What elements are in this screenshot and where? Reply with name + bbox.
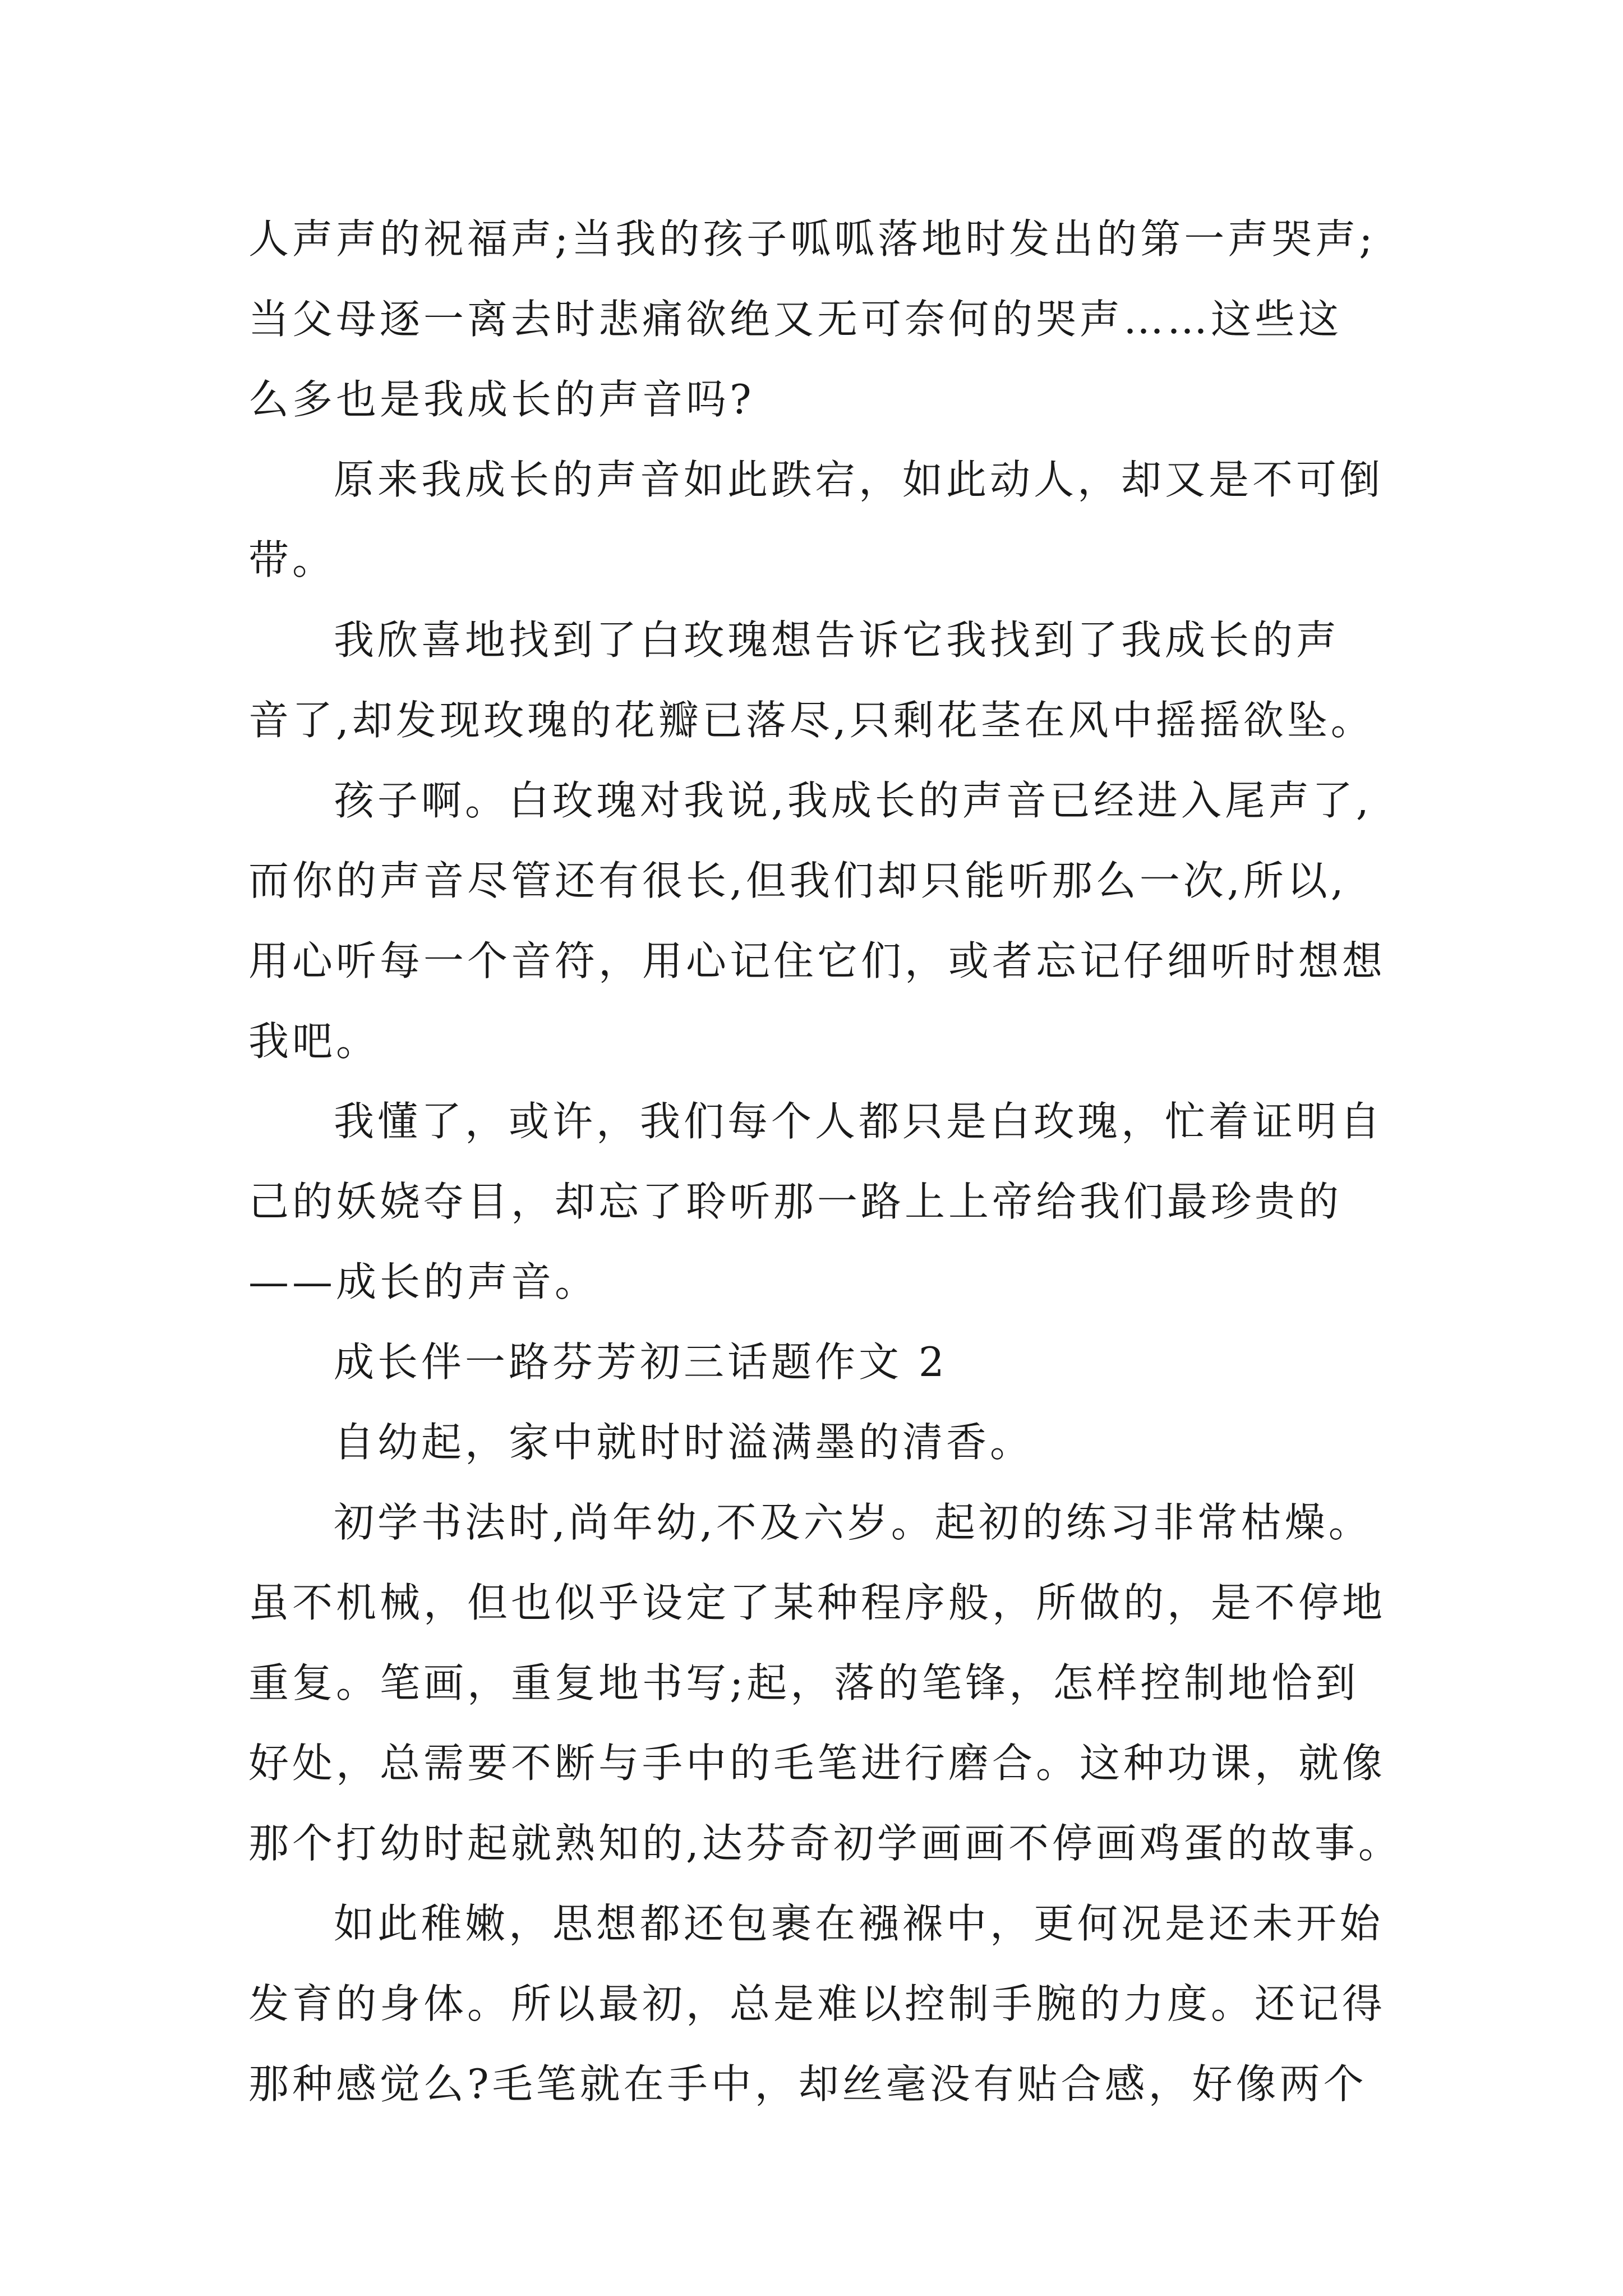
text-line-16: 自幼起，家中就时时溢满墨的清香。 <box>334 1419 1034 1466</box>
text-line-10: 用心听每一个音符，用心记住它们，或者忘记仔细听时想想 <box>248 937 1386 984</box>
text-line-1: 人声声的祝福声;当我的孩子呱呱落地时发出的第一声哭声; <box>248 215 1376 263</box>
text-line-12: 我懂了，或许，我们每个人都只是白玫瑰，忙着证明自 <box>334 1098 1384 1145</box>
text-line-13: 己的妖娆夺目，却忘了聆听那一路上上帝给我们最珍贵的 <box>248 1178 1343 1225</box>
text-line-9: 而你的声音尽管还有很长,但我们却只能听那么一次,所以, <box>248 857 1347 904</box>
text-line-24: 那种感觉么?毛笔就在手中，却丝毫没有贴合感，好像两个 <box>248 2060 1367 2108</box>
essay-title: 成长伴一路芬芳初三话题作文 2 <box>334 1338 948 1386</box>
text-line-3: 么多也是我成长的声音吗? <box>248 376 755 423</box>
text-line-17: 初学书法时,尚年幼,不及六岁。起初的练习非常枯燥。 <box>334 1499 1372 1546</box>
text-line-21: 那个打幼时起就熟知的,达芬奇初学画画不停画鸡蛋的故事。 <box>248 1820 1402 1867</box>
text-line-5: 带。 <box>248 536 336 583</box>
text-line-2: 当父母逐一离去时悲痛欲绝又无可奈何的哭声……这些这 <box>248 296 1343 343</box>
text-line-18: 虽不机械，但也似乎设定了某种程序般，所做的，是不停地 <box>248 1579 1386 1626</box>
text-line-19: 重复。笔画，重复地书写;起，落的笔锋，怎样控制地恰到 <box>248 1659 1359 1706</box>
essay-body <box>248 199 1402 2124</box>
text-line-4: 原来我成长的声音如此跌宕，如此动人，却又是不可倒 <box>334 456 1384 503</box>
text-line-20: 好处，总需要不断与手中的毛笔进行磨合。这种功课，就像 <box>248 1740 1386 1787</box>
text-line-23: 发育的身体。所以最初，总是难以控制手腕的力度。还记得 <box>248 1980 1386 2027</box>
text-line-7: 音了,却发现玫瑰的花瓣已落尽,只剩花茎在风中摇摇欲坠。 <box>248 697 1375 744</box>
text-line-22: 如此稚嫩，思想都还包裹在襁褓中，更何况是还未开始 <box>334 1900 1384 1947</box>
text-line-6: 我欣喜地找到了白玫瑰想告诉它我找到了我成长的声 <box>334 616 1340 664</box>
text-line-14: ——成长的声音。 <box>248 1258 599 1305</box>
text-line-8: 孩子啊。白玫瑰对我说,我成长的声音已经进入尾声了, <box>334 777 1372 824</box>
text-line-11: 我吧。 <box>248 1018 380 1065</box>
